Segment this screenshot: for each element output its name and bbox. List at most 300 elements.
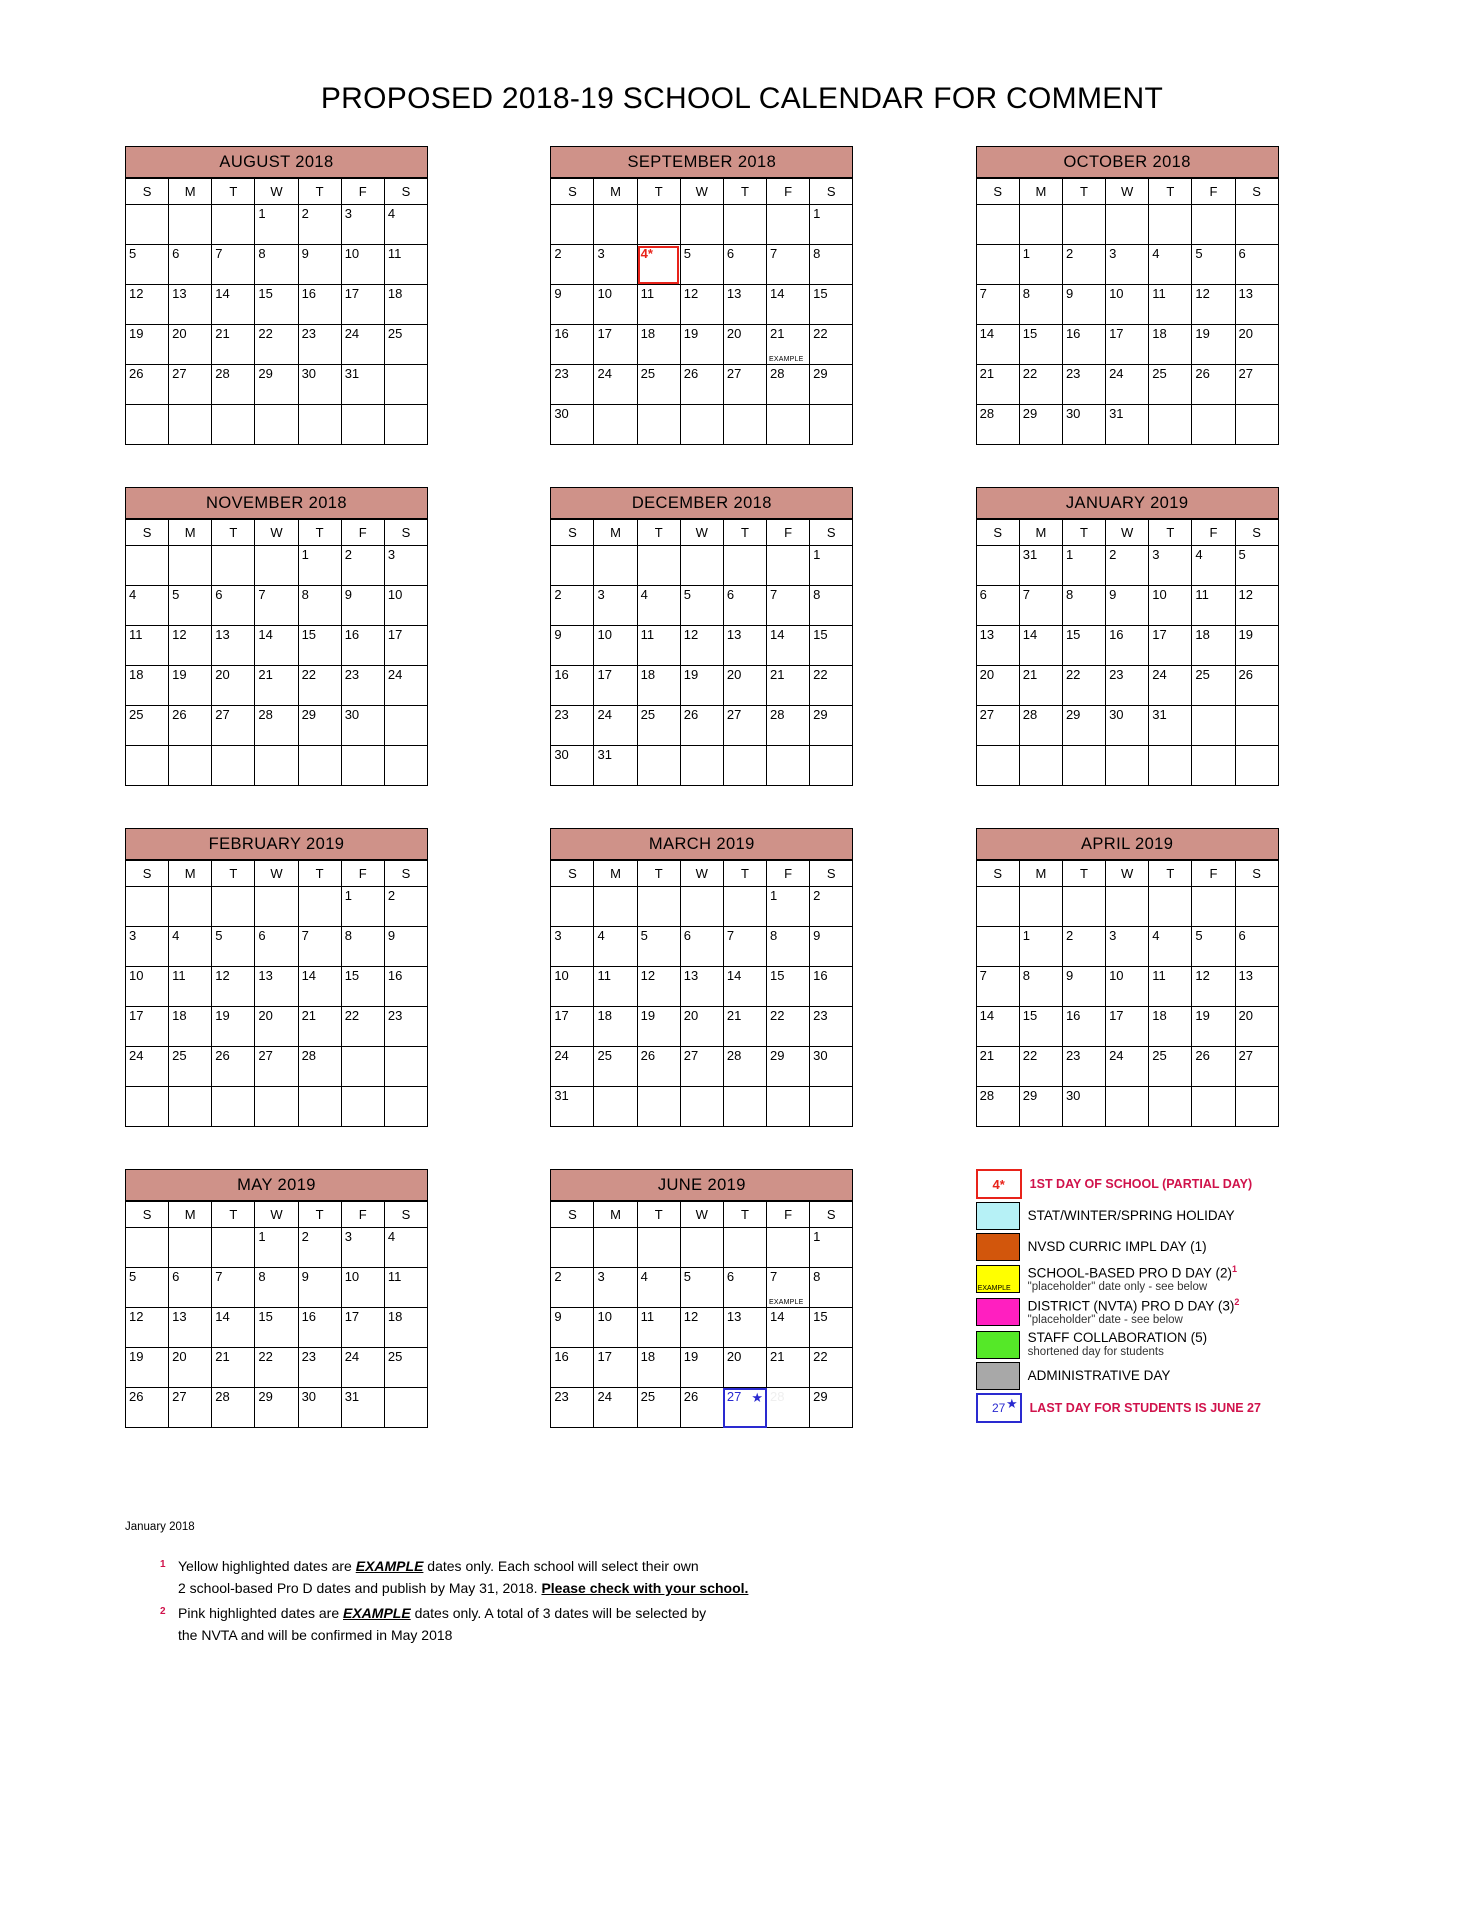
day-cell[interactable] [384, 1228, 427, 1268]
day-cell[interactable] [1149, 1047, 1192, 1087]
day-cell[interactable] [767, 285, 810, 325]
day-cell[interactable] [810, 546, 853, 586]
day-cell[interactable] [298, 927, 341, 967]
day-cell[interactable] [723, 927, 766, 967]
day-cell[interactable] [1019, 706, 1062, 746]
day-cell[interactable] [212, 706, 255, 746]
day-cell[interactable] [594, 1047, 637, 1087]
day-cell[interactable] [810, 967, 853, 1007]
day-cell[interactable] [551, 626, 594, 666]
day-cell[interactable] [255, 967, 298, 1007]
day-cell[interactable] [169, 666, 212, 706]
day-cell[interactable] [680, 626, 723, 666]
day-cell[interactable] [767, 1007, 810, 1047]
day-cell[interactable] [169, 967, 212, 1007]
day-cell[interactable] [1149, 325, 1192, 365]
day-cell[interactable] [1062, 546, 1105, 586]
day-cell[interactable] [767, 887, 810, 927]
day-cell[interactable] [767, 1388, 810, 1428]
day-cell[interactable] [126, 1348, 169, 1388]
day-cell[interactable] [384, 1007, 427, 1047]
day-cell[interactable] [680, 706, 723, 746]
day-cell[interactable] [341, 586, 384, 626]
day-cell[interactable] [298, 967, 341, 1007]
day-cell[interactable] [1192, 927, 1235, 967]
day-cell[interactable] [169, 927, 212, 967]
day-cell[interactable] [126, 285, 169, 325]
day-cell[interactable] [169, 285, 212, 325]
day-cell[interactable] [298, 1047, 341, 1087]
day-cell[interactable] [767, 1268, 810, 1308]
day-cell[interactable] [1149, 666, 1192, 706]
day-cell[interactable] [594, 927, 637, 967]
day-cell[interactable] [637, 706, 680, 746]
day-cell[interactable] [1235, 626, 1278, 666]
day-cell[interactable] [680, 245, 723, 285]
day-cell[interactable] [341, 666, 384, 706]
day-cell[interactable] [1019, 325, 1062, 365]
day-cell[interactable] [1235, 586, 1278, 626]
day-cell[interactable] [1192, 666, 1235, 706]
day-cell[interactable] [810, 1268, 853, 1308]
day-cell[interactable] [212, 586, 255, 626]
day-cell[interactable] [298, 285, 341, 325]
day-cell[interactable] [767, 1308, 810, 1348]
day-cell[interactable] [767, 325, 810, 365]
day-cell[interactable] [767, 365, 810, 405]
day-cell[interactable] [637, 245, 680, 285]
day-cell[interactable] [723, 245, 766, 285]
day-cell[interactable] [1106, 666, 1149, 706]
day-cell[interactable] [298, 626, 341, 666]
day-cell[interactable] [384, 285, 427, 325]
day-cell[interactable] [637, 1348, 680, 1388]
day-cell[interactable] [594, 586, 637, 626]
day-cell[interactable] [767, 666, 810, 706]
day-cell[interactable] [1019, 586, 1062, 626]
day-cell[interactable] [341, 546, 384, 586]
day-cell[interactable] [341, 1308, 384, 1348]
day-cell[interactable] [1235, 285, 1278, 325]
day-cell[interactable] [723, 1308, 766, 1348]
day-cell[interactable] [384, 1308, 427, 1348]
day-cell[interactable] [637, 1268, 680, 1308]
day-cell[interactable] [341, 967, 384, 1007]
day-cell[interactable] [680, 1047, 723, 1087]
day-cell[interactable] [1019, 285, 1062, 325]
day-cell[interactable] [1149, 546, 1192, 586]
day-cell[interactable] [298, 586, 341, 626]
day-cell[interactable] [976, 967, 1019, 1007]
day-cell[interactable] [810, 1007, 853, 1047]
day-cell[interactable] [169, 325, 212, 365]
day-cell[interactable] [1192, 365, 1235, 405]
day-cell[interactable] [1062, 365, 1105, 405]
day-cell[interactable] [1062, 405, 1105, 445]
day-cell[interactable] [126, 1047, 169, 1087]
day-cell[interactable] [976, 1087, 1019, 1127]
day-cell[interactable] [723, 1348, 766, 1388]
day-cell[interactable] [1062, 967, 1105, 1007]
day-cell[interactable] [212, 666, 255, 706]
day-cell[interactable] [680, 586, 723, 626]
day-cell[interactable] [1019, 967, 1062, 1007]
day-cell[interactable] [594, 245, 637, 285]
day-cell[interactable] [594, 285, 637, 325]
day-cell[interactable] [680, 1007, 723, 1047]
day-cell[interactable] [767, 706, 810, 746]
day-cell[interactable] [723, 706, 766, 746]
day-cell[interactable] [169, 1348, 212, 1388]
day-cell[interactable] [212, 245, 255, 285]
day-cell[interactable] [1192, 1047, 1235, 1087]
day-cell[interactable] [637, 325, 680, 365]
day-cell[interactable] [384, 967, 427, 1007]
day-cell[interactable] [298, 706, 341, 746]
day-cell[interactable] [1235, 927, 1278, 967]
day-cell[interactable] [341, 365, 384, 405]
day-cell[interactable] [637, 1388, 680, 1428]
day-cell[interactable] [767, 967, 810, 1007]
day-cell[interactable] [169, 365, 212, 405]
day-cell[interactable] [169, 626, 212, 666]
day-cell[interactable] [212, 1388, 255, 1428]
day-cell[interactable] [1106, 405, 1149, 445]
day-cell[interactable] [255, 706, 298, 746]
day-cell[interactable] [976, 285, 1019, 325]
day-cell[interactable] [723, 365, 766, 405]
day-cell[interactable] [212, 927, 255, 967]
day-cell[interactable] [1019, 626, 1062, 666]
day-cell[interactable] [723, 967, 766, 1007]
day-cell[interactable] [126, 967, 169, 1007]
day-cell[interactable] [126, 1268, 169, 1308]
day-cell[interactable] [551, 1388, 594, 1428]
day-cell[interactable] [341, 626, 384, 666]
day-cell[interactable] [1149, 706, 1192, 746]
day-cell[interactable] [1062, 706, 1105, 746]
day-cell[interactable] [1106, 927, 1149, 967]
day-cell[interactable] [723, 285, 766, 325]
day-cell[interactable] [169, 1308, 212, 1348]
day-cell[interactable] [767, 626, 810, 666]
day-cell[interactable] [551, 1268, 594, 1308]
day-cell[interactable] [1062, 1087, 1105, 1127]
day-cell[interactable] [1062, 245, 1105, 285]
day-cell[interactable] [341, 1228, 384, 1268]
day-cell[interactable] [551, 285, 594, 325]
day-cell[interactable] [1192, 626, 1235, 666]
day-cell[interactable] [1235, 1047, 1278, 1087]
day-cell[interactable] [255, 285, 298, 325]
day-cell[interactable] [551, 1047, 594, 1087]
day-cell[interactable] [1235, 666, 1278, 706]
day-cell[interactable] [255, 626, 298, 666]
day-cell[interactable] [1019, 1047, 1062, 1087]
day-cell[interactable] [1149, 626, 1192, 666]
day-cell[interactable] [255, 245, 298, 285]
day-cell[interactable] [255, 1348, 298, 1388]
day-cell[interactable] [594, 365, 637, 405]
day-cell[interactable] [551, 666, 594, 706]
day-cell[interactable] [1062, 927, 1105, 967]
day-cell[interactable] [1062, 626, 1105, 666]
day-cell[interactable] [384, 205, 427, 245]
day-cell[interactable] [126, 325, 169, 365]
day-cell[interactable] [723, 1388, 766, 1428]
day-cell[interactable] [212, 1348, 255, 1388]
day-cell[interactable] [637, 285, 680, 325]
day-cell[interactable] [298, 205, 341, 245]
day-cell[interactable] [384, 325, 427, 365]
day-cell[interactable] [212, 1047, 255, 1087]
day-cell[interactable] [1192, 967, 1235, 1007]
day-cell[interactable] [810, 325, 853, 365]
day-cell[interactable] [298, 1228, 341, 1268]
day-cell[interactable] [637, 365, 680, 405]
day-cell[interactable] [551, 365, 594, 405]
day-cell[interactable] [384, 546, 427, 586]
day-cell[interactable] [1192, 285, 1235, 325]
day-cell[interactable] [212, 325, 255, 365]
day-cell[interactable] [976, 586, 1019, 626]
day-cell[interactable] [298, 1268, 341, 1308]
day-cell[interactable] [1149, 1007, 1192, 1047]
day-cell[interactable] [810, 1348, 853, 1388]
day-cell[interactable] [810, 586, 853, 626]
day-cell[interactable] [594, 325, 637, 365]
day-cell[interactable] [126, 1388, 169, 1428]
day-cell[interactable] [298, 325, 341, 365]
day-cell[interactable] [298, 1348, 341, 1388]
day-cell[interactable] [1062, 285, 1105, 325]
day-cell[interactable] [767, 1348, 810, 1388]
day-cell[interactable] [169, 1007, 212, 1047]
day-cell[interactable] [255, 1308, 298, 1348]
day-cell[interactable] [126, 626, 169, 666]
day-cell[interactable] [976, 365, 1019, 405]
day-cell[interactable] [976, 706, 1019, 746]
day-cell[interactable] [680, 1388, 723, 1428]
day-cell[interactable] [1019, 546, 1062, 586]
day-cell[interactable] [1019, 245, 1062, 285]
day-cell[interactable] [976, 1007, 1019, 1047]
day-cell[interactable] [212, 1268, 255, 1308]
day-cell[interactable] [680, 1268, 723, 1308]
day-cell[interactable] [680, 927, 723, 967]
day-cell[interactable] [637, 1007, 680, 1047]
day-cell[interactable] [637, 1308, 680, 1348]
day-cell[interactable] [1149, 927, 1192, 967]
day-cell[interactable] [255, 1388, 298, 1428]
day-cell[interactable] [1019, 405, 1062, 445]
day-cell[interactable] [169, 1388, 212, 1428]
day-cell[interactable] [384, 626, 427, 666]
day-cell[interactable] [810, 1308, 853, 1348]
day-cell[interactable] [126, 706, 169, 746]
day-cell[interactable] [637, 626, 680, 666]
day-cell[interactable] [767, 586, 810, 626]
day-cell[interactable] [298, 365, 341, 405]
day-cell[interactable] [1235, 365, 1278, 405]
day-cell[interactable] [767, 1047, 810, 1087]
day-cell[interactable] [1235, 546, 1278, 586]
day-cell[interactable] [1235, 967, 1278, 1007]
day-cell[interactable] [637, 927, 680, 967]
day-cell[interactable] [1192, 1007, 1235, 1047]
day-cell[interactable] [1149, 586, 1192, 626]
day-cell[interactable] [976, 1047, 1019, 1087]
day-cell[interactable] [255, 325, 298, 365]
day-cell[interactable] [1192, 245, 1235, 285]
day-cell[interactable] [976, 405, 1019, 445]
day-cell[interactable] [169, 245, 212, 285]
day-cell[interactable] [723, 1007, 766, 1047]
day-cell[interactable] [1149, 967, 1192, 1007]
day-cell[interactable] [594, 1007, 637, 1047]
day-cell[interactable] [1106, 626, 1149, 666]
day-cell[interactable] [341, 285, 384, 325]
day-cell[interactable] [1149, 285, 1192, 325]
day-cell[interactable] [976, 666, 1019, 706]
day-cell[interactable] [1235, 325, 1278, 365]
day-cell[interactable] [255, 1228, 298, 1268]
day-cell[interactable] [551, 325, 594, 365]
day-cell[interactable] [637, 967, 680, 1007]
day-cell[interactable] [341, 1388, 384, 1428]
day-cell[interactable] [255, 365, 298, 405]
day-cell[interactable] [680, 365, 723, 405]
day-cell[interactable] [212, 967, 255, 1007]
day-cell[interactable] [1149, 245, 1192, 285]
day-cell[interactable] [384, 887, 427, 927]
day-cell[interactable] [1106, 245, 1149, 285]
day-cell[interactable] [810, 205, 853, 245]
day-cell[interactable] [341, 1007, 384, 1047]
day-cell[interactable] [637, 586, 680, 626]
day-cell[interactable] [810, 245, 853, 285]
day-cell[interactable] [810, 706, 853, 746]
day-cell[interactable] [1106, 967, 1149, 1007]
day-cell[interactable] [298, 1388, 341, 1428]
day-cell[interactable] [384, 586, 427, 626]
day-cell[interactable] [594, 666, 637, 706]
day-cell[interactable] [551, 1007, 594, 1047]
day-cell[interactable] [680, 967, 723, 1007]
day-cell[interactable] [255, 666, 298, 706]
day-cell[interactable] [298, 666, 341, 706]
day-cell[interactable] [551, 245, 594, 285]
day-cell[interactable] [810, 1228, 853, 1268]
day-cell[interactable] [680, 285, 723, 325]
day-cell[interactable] [594, 967, 637, 1007]
day-cell[interactable] [1106, 706, 1149, 746]
day-cell[interactable] [1106, 586, 1149, 626]
day-cell[interactable] [1106, 1047, 1149, 1087]
day-cell[interactable] [810, 927, 853, 967]
day-cell[interactable] [1019, 927, 1062, 967]
day-cell[interactable] [212, 1007, 255, 1047]
day-cell[interactable] [551, 1087, 594, 1127]
day-cell[interactable] [1019, 1007, 1062, 1047]
day-cell[interactable] [341, 706, 384, 746]
day-cell[interactable] [212, 285, 255, 325]
day-cell[interactable] [723, 325, 766, 365]
day-cell[interactable] [976, 626, 1019, 666]
day-cell[interactable] [1062, 1007, 1105, 1047]
day-cell[interactable] [810, 887, 853, 927]
day-cell[interactable] [551, 405, 594, 445]
day-cell[interactable] [1192, 546, 1235, 586]
day-cell[interactable] [255, 205, 298, 245]
day-cell[interactable] [810, 1047, 853, 1087]
day-cell[interactable] [1062, 1047, 1105, 1087]
day-cell[interactable] [298, 245, 341, 285]
day-cell[interactable] [767, 245, 810, 285]
day-cell[interactable] [212, 365, 255, 405]
day-cell[interactable] [341, 325, 384, 365]
day-cell[interactable] [594, 1268, 637, 1308]
day-cell[interactable] [255, 1047, 298, 1087]
day-cell[interactable] [1149, 365, 1192, 405]
day-cell[interactable] [1106, 365, 1149, 405]
day-cell[interactable] [341, 205, 384, 245]
day-cell[interactable] [767, 927, 810, 967]
day-cell[interactable] [126, 666, 169, 706]
day-cell[interactable] [1192, 325, 1235, 365]
day-cell[interactable] [1235, 1007, 1278, 1047]
day-cell[interactable] [810, 285, 853, 325]
day-cell[interactable] [637, 666, 680, 706]
day-cell[interactable] [1106, 1007, 1149, 1047]
day-cell[interactable] [1106, 325, 1149, 365]
day-cell[interactable] [1062, 325, 1105, 365]
day-cell[interactable] [384, 245, 427, 285]
day-cell[interactable] [1062, 586, 1105, 626]
day-cell[interactable] [551, 586, 594, 626]
day-cell[interactable] [551, 706, 594, 746]
day-cell[interactable] [1192, 586, 1235, 626]
day-cell[interactable] [169, 1047, 212, 1087]
day-cell[interactable] [341, 1268, 384, 1308]
day-cell[interactable] [594, 626, 637, 666]
day-cell[interactable] [255, 927, 298, 967]
day-cell[interactable] [551, 967, 594, 1007]
day-cell[interactable] [384, 1268, 427, 1308]
day-cell[interactable] [384, 666, 427, 706]
day-cell[interactable] [1106, 546, 1149, 586]
day-cell[interactable] [169, 1268, 212, 1308]
day-cell[interactable] [723, 586, 766, 626]
day-cell[interactable] [126, 927, 169, 967]
day-cell[interactable] [341, 927, 384, 967]
day-cell[interactable] [551, 927, 594, 967]
day-cell[interactable] [1235, 245, 1278, 285]
day-cell[interactable] [723, 666, 766, 706]
day-cell[interactable] [384, 1348, 427, 1388]
day-cell[interactable] [594, 1388, 637, 1428]
day-cell[interactable] [810, 1388, 853, 1428]
day-cell[interactable] [341, 887, 384, 927]
day-cell[interactable] [1019, 365, 1062, 405]
day-cell[interactable] [680, 1348, 723, 1388]
day-cell[interactable] [298, 1007, 341, 1047]
day-cell[interactable] [255, 1007, 298, 1047]
day-cell[interactable] [126, 365, 169, 405]
day-cell[interactable] [976, 325, 1019, 365]
day-cell[interactable] [810, 666, 853, 706]
day-cell[interactable] [341, 1348, 384, 1388]
